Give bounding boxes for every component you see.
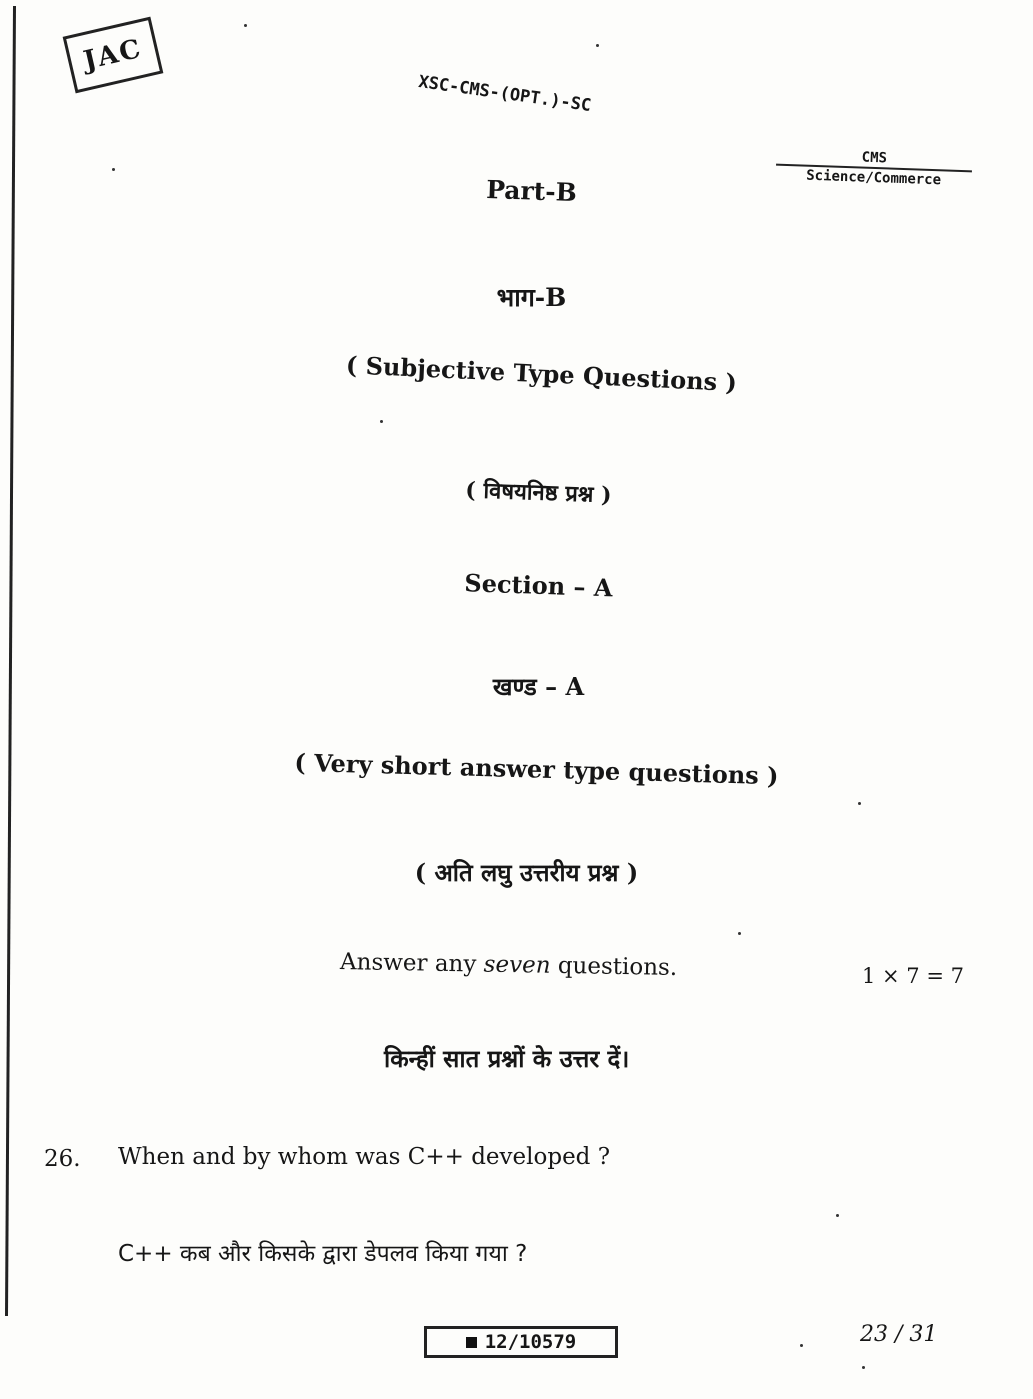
type-heading-en: ( Subjective Type Questions ): [345, 350, 738, 397]
footer-code-box: [424, 1326, 618, 1358]
subject-code: CMS: [776, 147, 973, 173]
scan-speck: [244, 24, 247, 27]
scan-speck: [738, 932, 741, 935]
scan-speck: [862, 1366, 865, 1369]
square-bullet-icon: [466, 1337, 477, 1348]
scan-speck: [800, 1344, 803, 1347]
scan-speck: [836, 1214, 839, 1217]
subject-block: [775, 147, 972, 190]
scan-speck: [596, 44, 599, 47]
question-text-hi: C++ कब और किसके द्वारा डेपलव किया गया ?: [118, 1241, 528, 1267]
section-heading-en: Section – A: [463, 568, 614, 603]
scan-speck: [112, 168, 115, 171]
question-type-hi: ( अति लघु उत्तरीय प्रश्न ): [414, 858, 639, 887]
margin-line: [5, 6, 16, 1316]
page-number: 23 / 31: [860, 1322, 938, 1347]
question-text-en: When and by whom was C++ developed ?: [118, 1144, 611, 1170]
instruction-prefix: Answer any: [339, 949, 484, 978]
stream-label: Science/Commerce: [805, 167, 942, 189]
section-heading-hi: खण्ड – A: [492, 672, 585, 701]
jac-stamp: [63, 17, 164, 94]
footer-code: 12/10579: [484, 1331, 577, 1353]
question-type-en: ( Very short answer type questions ): [294, 747, 779, 791]
instruction-emphasis: seven: [483, 951, 551, 979]
paper-code: XSC-CMS-(OPT.)-SC: [417, 72, 593, 117]
type-heading-hi: ( विषयनिष्ठ प्रश्न ): [464, 477, 612, 509]
instruction-hi: किन्हीं सात प्रश्नों के उत्तर दें।: [384, 1045, 630, 1073]
part-title-en: Part-B: [485, 174, 578, 208]
jac-stamp-text: JAC: [80, 33, 146, 77]
scan-speck: [858, 802, 861, 805]
question-number: 26.: [44, 1146, 81, 1172]
instruction-en: [340, 949, 678, 981]
scan-speck: [380, 420, 383, 423]
part-title-hi: भाग-B: [496, 283, 567, 312]
instruction-suffix: questions.: [550, 952, 678, 981]
marks-allotment: 1 × 7 = 7: [862, 964, 964, 988]
